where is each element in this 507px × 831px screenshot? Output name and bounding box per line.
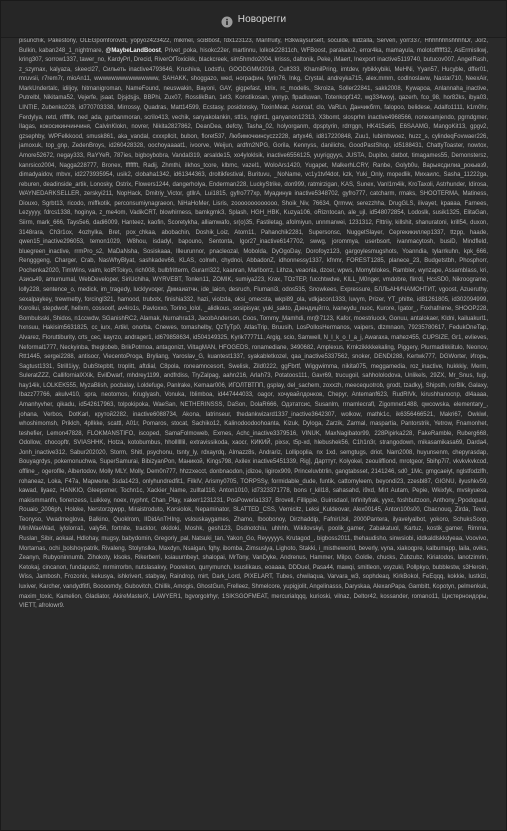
title-wrap bbox=[221, 13, 286, 25]
title-bar bbox=[1, 1, 506, 38]
info-circle-icon bbox=[221, 13, 233, 25]
names-list bbox=[19, 37, 488, 612]
highlighted-username: @MaybeLandBoost bbox=[105, 47, 161, 54]
names-content bbox=[19, 37, 488, 831]
names-after: , Privet_poka, hisokc22er, martinnu, lolkok22811ch, WFBoost, parakalo2, error4ka, mamayula, molotoffffff32, AsErmislkwj, kring307, sorrow1337, tawer_no, KardyPrl, Drecid, RiverOfToxicikk, blackcreek, sim5hmdo2004, krisss, daltonik, Peke, iMaert, Inexport inactive5119740, butucov007, AngelRash, z_szymax, kalyaza, skeecl27, Сильеть inactive4793646, Krushiva, Lodstfu, GOODGMM2018, Cult333, KhamilPring, imtdev, rybikkybiki, MeHNi, Yyan57, Hucyble, dffer01, mruvsii, r7rem7r, mioAn11, wwwwwwwwwwwwwww, SAHAKK, shoggazo, wed, нографин, fyrin76, lnkg, Crystal, andreyka715, alex.mmm, codlnoslavw, Nastar710, NeexAir, MarkUndertalc, idiljoy, hitmanigroman, NameFound, neuswakin, Bayoni, GAY, gigpefast, ktrix, rc_modelis, Skroiza, Soller22841, sakk2008, Kywapoa, Anlannaha_inactive, Putrelbl, Nikitama52, Vejerfe, jsaat, Djsjdsjjs, BBPhi, Zux07, RosslikBan, 1et3, Konstikosan, ynnyp, flpadiuwan, Totenkopf142, wg334woyj, qazerh, fco_98, hor82ks, ibya03, LINTIE, Zubenko228, id770703338, Mirrossy, Quadras, Matt14599, Ecstasy, posidonsky, ToxinMeat, Asoroaf, clo, VaRLn, Данчикбrm, falopoo, belidese, Adalfo1111, k1m0hr, Ferdylya, retd, riffffik, ned_ada, gurbanmoran, scrilo413, vechik, sanyakolankin, stl1s, nglint1, ganyanon12313, X3bomt, slosprhn inactive4968566, nonexamjendo, pgrndgmer, Ilagas, кокосикинчинчиня, CalvinKlokn, novrer, Nikita2827862, DeanDea, defcty, Tasha_02, holyorganm, dpsptyrin, rdrrggn, HK415a65, E6SAAMG, MangoKit13, gpgv2, gzsephby, WPFelkkood, smusk861, aka_vandal, cxxxpllcit, bubon, floret537, Любимочкинсусzz228, artyx46, id817220848, Zuu1, lubimbwoez, huzz_s, cylindeqFovwaer226, jamoxuk, top_gnp, ZedenBroys, id260428328, oochoyaaaat1, ivoorve, Weijun, ardfm2NPG, Gorila, Kennyss, danilichs, GoodPastShop, id5188431, ChattyToaster, nowtox, Amore52672, negay333, RaYYeR, 787ies, bigboybobra, Vandal319, arsalde15, xo4yloklsik, inactive6556125, yuyriggyys, JUSTA, Dupibo, datbot, timagames55, Demonstersz, kanrsico2004, Nagga228777, Bronex, ffffffft, Radij, Zhmthi, ilkhos_tcore, klbmc, vazel1, WoloArs1420, Yugapet, MalkerhLCRY, Ranbe, Golyb0u, Варыясдилиа_рокывз9, dimadyaidov, mbvx, id2273935954, usik2, clobaha1342, id61344363, droltikfestival, Burituvu, _NoName, vc1y1tvf4dot, kzk, Yuki_Only, mopedlik, Михаилс, Sasha_11222ga, reburen, deadinside_artik, Lonosky, Ostrix, Flowers1244, dangerholya, Enderman228, LuckyStrike, don999, ratmirzigan, KAS, Sunex, Vanl1m4ik, KroTaxoli, Astrhunder, Idirosa, WAYNEDARKSELLER, zerskyi211, NopHack, Dmitriy_Victor, gtllrA, Lui1815, gyfro777xp, Муадинув inactive5348702, gyfro777, catcharm, rmaks, SHOOTERMA, Matiness, Diouxo, Sgrbt13, ricodo, miffkotik, perconsumiynagraeon, NiHaHoMer, Lisris, zooooooooooooo, Shoik_Niv, 76634, Qrmvw, serezzhha, DrugGLS, ilivayet, kpaвaa, Farnees, Lezyyyy, fdrcs1338, hoginya, z_me4om, VadikCRT, blowhirness, bamkgmk3, Splash, HGH_HBK, Kuzya106, oRizntocan, ale_ujl, id548072854, Lodoslk, susik1325, ElitaGan, Siirm, mark_666, Tays5e6, dadi6009, Hanteez, kaofin, Scoretykha, alliamwafo, sr(o)35, Fastiletag, afolmiyun, unnmarwei, 1231312, Flttriiy, killshit, shanuratoni, krill54, duxon, 3148rara, Ch3r1ox, 4ozhylka, Bret, pox_chkaa, abobachin, Doshik_Loiz, Atom11, Pahanchik2281, Supersonsc, NuggetSlayer, Сергекикиллер1337, ttzpp, haade, qwen15_inactive296053, temon1029, W8hou, isdadyl, bapouno, Sentonta, Igor27_inactive6147702, swwg, jorommya, userbsort, ivanmacytosh, busiD, Mindfleld, bluegreen_inactive, rrmPro_s2, MaDaNsha, Sosiskaaa, Illeurunnor, pnacleozal, Mobolda, DyOgoDay, Dorofoyz123, gargoylesmugshots, Yoanndia, tylarrkuhn, kpk_666, Rengggeng, Charger, Crab, NasWhyBlyat, sashkadev66, KLAS, colrwh, chydnoi, AbbadonZ, idhonnessy1337, kfnmr, FOREST1285, planece_23, Budgetstbh, Phosphorr, Pochenka2020, TimWins, vaim, kotRTokyo, rich008, bulbfritterm, Gurarri322, kaanran, Marlborrz, Lithza, veaonia, dzcer, wpws, Momyblokes, Rambler, wynzape, Assamblass, kri, Азись49, amumumal, WebDeveloper, SiriUchiha, WYRVEBT, Tonlen11, ZOMIK, sumiya223, Krax, TOzTEP, fucchtwdve, KILL_M0nger, vmdobre, flirrdl, HcsSD0, Nikroograme, lolly228, sentence_o, medick, im_tragedy, lucklyvoqer, Дмиаиатчн, ide_laicn, desruch, Flumani3, odos535, Snowkees, Expressure, БЛЛЬАНИЧАМОНТИТ, vgoost, Azueruthy, sexalpaykey, trewmetty, forcingl321, hamood, trubotx, finishia332, hazi, violzda, oksi_omecsta, wkpi89_ola, vdkjacon1333, luvym, Prizer, YT_phitte, id81261805, id302094999, Koroliui, stepdwolf, hellxm, cossoolf, av4ro1s, Pavloxxo, Torino_lolol, _alidkous, sosipisyar, yuki_sakto, Дзендицйгго, ivaneydu_nuoc, Kurore, Igator_, Foxhafnime, SHOOP228, Bombulsski, Shidos, n1ccwdw, SGanishRC2, Alamak, Nurnahra13, JacobAnderson, Coos, Tommy_Mamhdi, mr@7123, Kafor, moestriuock, Gonuu, antalokaer, Kldni, kailuakurl1, hxnsuu, Hakisim5631825, cc_iurx, Artikl, onorba, Cnewes, tomashelby, QzTyTp0, AtlasTrip, Bruusih, LosPollosHermanos, vaipers, dlzmnaon, 79235780617, FedukOneTap, Alvarez, Floruttiburity, crts_cec, kayrzo, andrager1, id679858634, id504149325, Kyrik777711, Argig, scio, Samwell, N_I_k_o_l_a_j, Awaraxa, mahez455, CUPSIZE, Gr1, evlieves, Neformal1777, Neckyinba, theglobeb, BrikPotrnoa, antagonizt, ViltagMAN, HFOGEDS, ronamediane, 3490682, Amplexus, Krnkzikkkkekaling, Piggery, Plurmadikkiitulo, Neonov, Rtt1445, sergei2288, antisocr, ViecentoProga, Bryliang, Yaroslav_G, kuantest1337, syakabletkozel, qaa_inactive5337562, snoker, DENDI288, Kertwk777, DGWorter, Игорь, Sagtust1331, 5trill1iyy, DubStepbtt, troplitt, aftdial, C8pola, roneamncesort, Swelisk, Zild0222, ggFbrtf, Wiggwimma, nikita075, meggamedia, roz_inactive, hukkkiy, Merm, SuleratZZZ, CallifornialXXik, EvilDwarf, mhdrey1199, andfrdiss, TryZalpag, aahn216, Arlah73, Potatoos111, Gavr69, trucugoil, sahhololodova, Unlikels, 29ZX, Mr_Snus, fugi, hay14ik, LOLKEK555, MyzaBlish, pocbalay, Loldefuge, Panlrake, Kemaar006, ИГОЛТВТПП, gsplay, del_sachem, zoxxzh, meecequotrob, grodt, tzadkyj, Shipsth, rorBlk, Galaxy, Ibazz77766, akulv410, spra, neotomos, Kruglyash, Vonuka, Iblimboa, id447444033, oagor, хочувайлдонков, Chepyr, Antemanf623, RudRlVk, kirushhanocnp, dl4aaaa, bbox=[19, 47, 488, 399]
names-tail: Amanhyvher, qikadu, id542617963, tolpokipoka, WaeSan, NETHERINSSS, DaSon, DolaR666, Одэтатсис, Susanlm, rrnamlecrafl, Zigomnet1488, qwcowska, elementary_, johana, Verbos, DotKarl, крутой2282, inactive6088734, Akona, latrinseur, thedankwizard1337_inactive3642307, wolkow, mathk1c, ik6356466521, Makri67, Owkiwl, whoshimomsh, Priklch, 4pllkke, scattl, A01r, Pomaros, stocat, Sachiko12, Kalinodoodoohoanta, Kizuk, Dyloga, Zarzik, Zarmal, maspartia, Pantorstrik, Yetrow, Fnamonhet, teshefier, Lemon47828, FLOKMANSTIFO, iscoped, SamaFolmoweb, Exmes, Achc_inactive3379516, VINUK, MaxNagibator99, 228Pipirka228, FakeRamble, Ruberg668, Odollow, chocopftr, SVIASHHK, Hotza, kotobumbus, hhollllllil, extravissikoda, xaocr, КИКИЙ, pixsx, t5p-xd, hlebushek56, C1h1n3r, strangodown, mikasamikasa69, Darda4, Jonh_inactive312, Sabur202020, Storm, Shitl, psychonu, tsnty_ly, rdxayrdq, Almazz8s, Andrariz, Lollipoplia, nx 1xd, semgtugs, driot, Nam2008, huyunsenm, chepyrasdap, Bouyagrdys, pokemonuchwa, SuperSamurai, BibizyanPon, Маникой, Kings798, Axilex inactive5451339, Rig], Дарттут, Kolyokel, zeouliffiond, mrotgeor, 5bihp7i7, vkvkvkvkcod, offline_, ogeroflle, Albertodov, Molly MLY, Molly, Dem0n777, hhzzxecct, donbnaodon, jdizoe, ligirox909, Princeluvbtrlin, gangtabsset, 2141246, sd0_1Mc, gmgcaeiyt, nglstfodzlfh, rohaneaz, Loka, F47a, Мармели, 3sda1423, onlyhundredfit1, FilklV, Arismy0705, TORPSSy, formidable_dude, funtik, cattomyleem, beyondi23, zzesbl87, GIGNU, ilyushkv59, kawad, liyaez, HANKIO, Gleepsmer, Tochn1c, Xackier_Name, zulltal116, Anton1010, id7323371778, bons r_kill18, sahasahd, i9xd, Mirt Autam, Pepie, Wkixfyk, mvskyuexa, makismmanfn, fiorenzess, Luikkey, noex, nyphnt, Chan_Play, xakerr1231231, PosPoweria1337, Brovell, Fillippie, Guinsdaol, Infinityfrak, yyxc, foshbutzoon, Anthony_Ppodopaul, Rouaio_2006ph, Holoke, Nerstorzgwpp, Miraistroduto, Korsiolok, Nepaminator, SLATTED_CSS, Vernicitz, Leksi_Kuldeovar, Alex00145, Anton100s00, Cbacnouq, Zirda, Tevoi, Teonyso, Vwadmeglova, Balkino, Quoklrom, IIDidAnTHIng, vslouskaygames, Zhamo, Iboobonoy, Dirzhaddip, FafnirUsil, 2000Pantera, ilyavelyalbot, yokoro, SchuksSoop, MiniWaeWad, iylolorra1, valy56, fortnite, tracktor, okidoki, Moshk, gesh123, Dsdnotchiu, uhhhh, Wikilovskyi, poolik_gamer, Zabakatuol, Kartuz, kostik_gamer, Rimma, Ruslan_Sibir, aokaal, Hdlohay, mugsy, babydomin, Gregoriy_pal, Natsuki_tan, Yakon_Go, Reyyyyys, Krutagod_, bigboss2011, thehaudisho, sinwsiobi, iddkaldlskkdyeaa, Voovivo, Mortamas, ochi_bolshoypatrik, Rivaleng, Stolynslka, Maxdyn, Nsaigan, fqhy, ibomba, Zimsuslya, Lighoto, Stakki, i_mistheworld, beverly, vyna, xiakoqpre, kalbumapp, laila, oviks, Zeanyn, Rubyoninnumb, Zihokoty, klsoks, Rikerberri, ksiauumbeyt, shalopai, MrTony, VanDyke, Andrenus, Hammer, Milpo, Goldie, chucks, Zubzubz, Kiriatodos, lanotzimrin, Ketokaj, cincanon, fundapuls2, mrmirrorbn, nutslasakvy, Poorekon, qurrymunch, ksuslikaus, eoaaaa, DDDuel, Pasa44, mawqi, smitleon, vsyzuki, Pollpkyo, bubblestw, s3Heroin, Wiss, Jambosh, Frozonix, kekusya, ishkrivert, stabyay, Raindrop, mirt, Dark_Lord, PIXELART, Tubes, chwilaqua, Varvara_w3, sophdeaq, KirkBokol, FeEqqq, kokkie, lustkizi, luxiver, Karcher, vandydfitfi, Boooomdy, Gubovitch, Chillik, Amogis, GhostGun, Frelleez, Shmelcore, yupigjolit, Angelinasss, Daryskaa, AlexanPapa, Gambitt, Kopotyn, pelmenkuk, maxim_toxic, Kamelion, Gladiator, AkireMasterX, LAWYER1, bgvorgolrhyr, 1SIKSGOFMEAT, mercurialqqq, kurioski, vilnaz, Deltor42, kossander, romano11, Цистерноидоры, VIETT, afrolowr9. bbox=[19, 401, 488, 610]
names-before: pisunchik, Pakestony, OLEGpomforovdt, yopyo2423422, mikmel, sciBbost, fdx123123, Manfruity, H3kwaysurself, soculde, kidzalla, Serveri, yorr337, HhhhhhhshhhhDr, Jorz, Bulkin, kaban248_1_nightmare, bbox=[19, 38, 488, 54]
window-title: Новорегги bbox=[237, 13, 287, 25]
